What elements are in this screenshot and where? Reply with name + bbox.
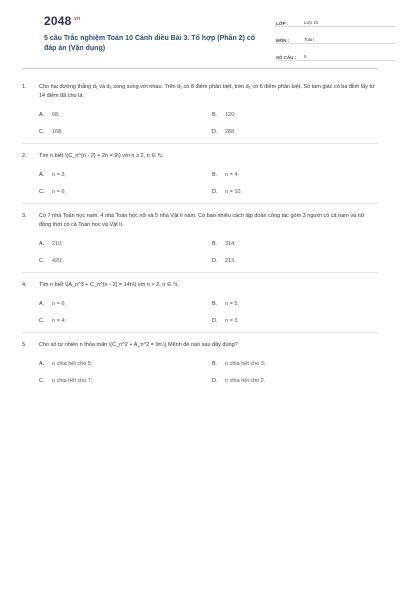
answer-option-c[interactable] xyxy=(39,318,212,324)
option-key: A. xyxy=(39,241,45,248)
question-text: Tìm n biết \(C_n^{n - 2} + 2n = 9\) với n ≥ 2, n ∈ ℕ. xyxy=(39,153,164,160)
answer-options xyxy=(39,172,378,195)
answer-option-d[interactable] xyxy=(212,318,385,324)
question-item xyxy=(22,152,378,204)
answer-option-a[interactable] xyxy=(39,112,212,118)
question-text: Có 7 nhà Toán học nam, 4 nhà Toán học nữ và 5 nhà Vật lí nam. Có bao nhiêu cách lập đoàn công tác gồm 3 người có cả nam và nữ đồng thời có cả Toán học và Vật lí. xyxy=(39,213,365,229)
option-value: n chia hết cho 7; xyxy=(52,378,93,385)
question-text: Tìm n biết \(A_n^3 + C_n^{n - 2} = 14n\) với n > 2, n ∈ ℕ. xyxy=(39,282,180,289)
option-key: C. xyxy=(39,258,45,265)
option-key: C. xyxy=(39,378,45,385)
question-number: 3. xyxy=(22,213,27,220)
answer-option-a[interactable] xyxy=(39,241,212,247)
meta-row-class xyxy=(276,16,396,27)
question-text: Cho hai đường thẳng d₁ và d₂ song song với nhau. Trên d₁ có 8 điểm phân biệt, trên d₂ có 6 điểm phân biệt. Số tam giác có ba đỉnh lấy từ 14 điểm đã cho là: xyxy=(39,84,375,100)
question-divider xyxy=(22,203,378,204)
meta-value: 5 xyxy=(304,54,307,59)
document-header xyxy=(22,0,378,72)
meta-row-count xyxy=(276,50,396,61)
answer-option-c[interactable] xyxy=(39,189,212,195)
answer-options xyxy=(39,361,378,384)
answer-option-d[interactable] xyxy=(212,189,385,195)
meta-value: Lớp 10 xyxy=(304,20,319,25)
option-key: C. xyxy=(39,129,45,136)
option-value: 120; xyxy=(225,112,236,119)
option-key: A. xyxy=(39,301,45,308)
option-key: D. xyxy=(212,258,218,265)
answer-option-b[interactable] xyxy=(212,172,385,178)
question-stem xyxy=(22,83,378,101)
option-value: n = 10. xyxy=(225,189,242,196)
meta-label: SỐ CÂU : xyxy=(276,55,297,60)
answer-option-a[interactable] xyxy=(39,172,212,178)
option-key: D. xyxy=(212,129,218,136)
question-number: 2. xyxy=(22,153,27,160)
answer-option-b[interactable] xyxy=(212,112,385,118)
header-divider xyxy=(22,68,378,69)
answer-options xyxy=(39,241,378,264)
question-item xyxy=(22,281,378,333)
answer-options xyxy=(39,112,378,135)
question-text: Cho số tự nhiên n thỏa mãn \(C_n^2 + A_n^2 = 9n.\) Mệnh đề nào sau đây đúng? xyxy=(39,342,238,349)
meta-row-subject xyxy=(276,33,396,44)
option-value: 68; xyxy=(52,112,60,119)
answer-option-a[interactable] xyxy=(39,361,212,367)
option-key: B. xyxy=(212,301,218,308)
option-value: n = 5; xyxy=(225,301,239,308)
option-value: 210; xyxy=(52,241,63,248)
question-stem xyxy=(22,152,378,161)
question-divider xyxy=(22,143,378,144)
answer-option-c[interactable] xyxy=(39,129,212,135)
quiz-title: 5 câu Trắc nghiệm Toán 10 Cánh diều Bài 3. Tổ hợp (Phần 2) có đáp án (Vận dụng) xyxy=(44,35,255,53)
option-value: 288. xyxy=(225,129,236,136)
question-list xyxy=(22,83,378,384)
option-key: A. xyxy=(39,361,45,368)
answer-option-c[interactable] xyxy=(39,258,212,264)
option-key: D. xyxy=(212,378,218,385)
option-value: n = 6; xyxy=(52,301,66,308)
option-value: n chia hết cho 2. xyxy=(225,378,266,385)
answer-option-a[interactable] xyxy=(39,301,212,307)
option-value: n chia hết cho 3; xyxy=(225,361,266,368)
site-logo[interactable] xyxy=(44,14,80,28)
answer-option-d[interactable] xyxy=(212,258,385,264)
option-key: B. xyxy=(212,112,218,119)
quiz-meta xyxy=(276,16,396,67)
question-stem xyxy=(22,281,378,290)
answer-option-b[interactable] xyxy=(212,361,385,367)
question-item xyxy=(22,212,378,273)
option-value: n = 4; xyxy=(52,318,66,325)
logo-suffix: .vn xyxy=(72,16,81,22)
option-value: n = 3. xyxy=(225,318,239,325)
answer-option-d[interactable] xyxy=(212,129,385,135)
meta-label: MÔN : xyxy=(276,38,290,43)
option-key: A. xyxy=(39,112,45,119)
answer-option-b[interactable] xyxy=(212,301,385,307)
option-value: 213. xyxy=(225,258,236,265)
option-key: D. xyxy=(212,189,218,196)
option-key: C. xyxy=(39,318,45,325)
question-stem xyxy=(22,212,378,230)
question-number: 5. xyxy=(22,342,27,349)
question-stem xyxy=(22,341,378,350)
answer-option-d[interactable] xyxy=(212,378,385,384)
logo-text: 2048 xyxy=(44,14,72,28)
option-value: 168; xyxy=(52,129,63,136)
answer-options xyxy=(39,301,378,324)
answer-option-c[interactable] xyxy=(39,378,212,384)
question-number: 4. xyxy=(22,282,27,289)
option-value: n = 3; xyxy=(52,172,66,179)
option-key: D. xyxy=(212,318,218,325)
question-item xyxy=(22,83,378,144)
question-divider xyxy=(22,332,378,333)
question-item xyxy=(22,341,378,384)
option-key: B. xyxy=(212,172,218,179)
meta-label: LỚP : xyxy=(276,21,289,26)
option-value: 314; xyxy=(225,241,236,248)
option-key: A. xyxy=(39,172,45,179)
option-value: n = 4; xyxy=(225,172,239,179)
answer-option-b[interactable] xyxy=(212,241,385,247)
question-number: 1. xyxy=(22,84,27,90)
option-value: n chia hết cho 5; xyxy=(52,361,93,368)
option-key: B. xyxy=(212,241,218,248)
option-key: B. xyxy=(212,361,218,368)
option-value: n = 6; xyxy=(52,189,66,196)
meta-value: Toán xyxy=(304,37,314,42)
option-value: 420; xyxy=(52,258,63,265)
option-key: C. xyxy=(39,189,45,196)
question-divider xyxy=(22,272,378,273)
